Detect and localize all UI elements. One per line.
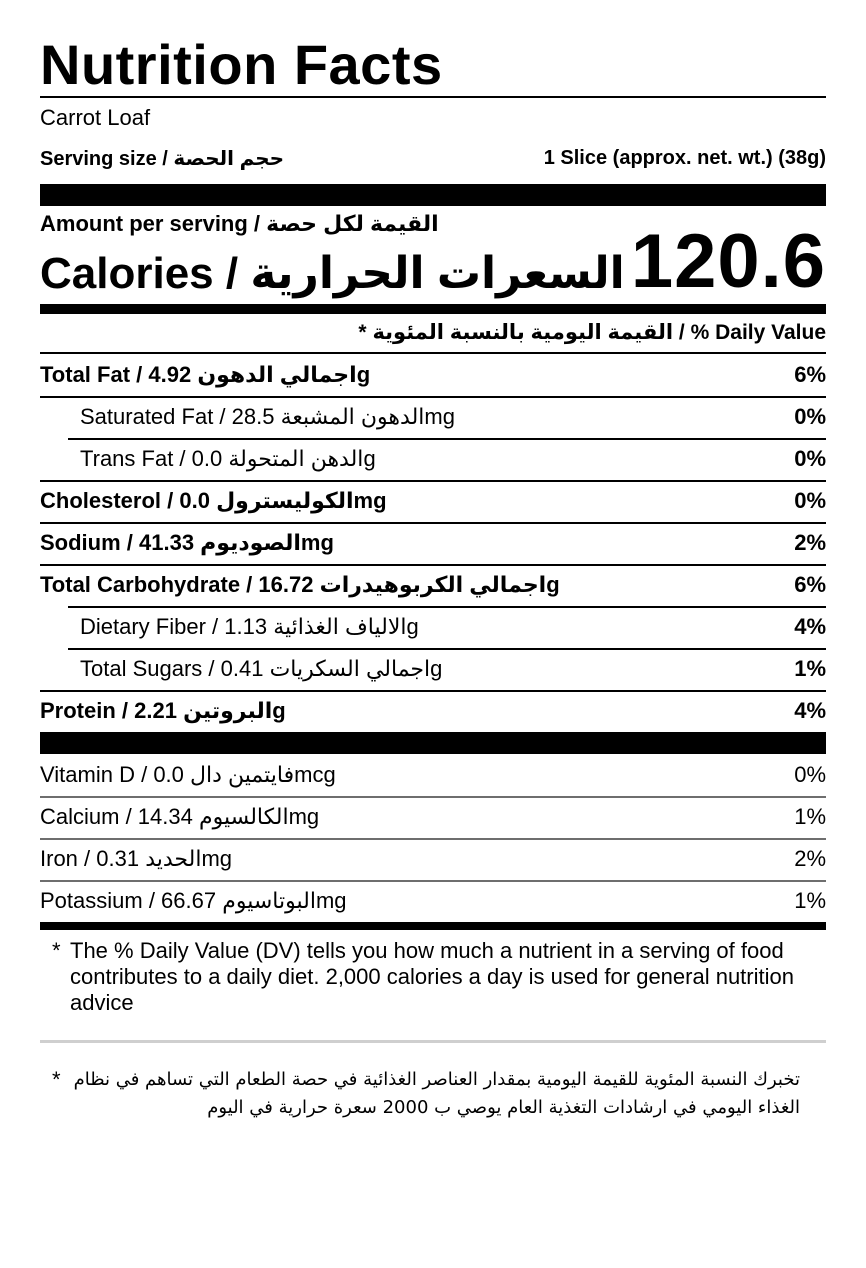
arabic-footnote-star: *	[52, 1067, 61, 1092]
footnote-text: The % Daily Value (DV) tells you how much a nutrient in a serving of food contributes to a daily diet. 2,000 calories a day is used for general nutrition advice	[70, 938, 794, 1015]
nutrient-row-saturated-fat	[40, 396, 826, 438]
arabic-footnote: تخبرك النسبة المئوية للقيمة اليومية بمقدار العناصر الغذائية في حصة الطعام التي تساهم في نظام الغذاء اليومي في ارشادات التغذية العام يوصي ب 2000 سعرة حرارية في اليوم	[73, 1069, 800, 1118]
vitamin-name: Potassium / البوتاسيوم 66.67mg	[40, 888, 347, 913]
nutrient-dv: 4%	[794, 614, 826, 639]
serving-size-row	[40, 143, 826, 173]
vitamin-row-potassium	[40, 880, 826, 922]
nutrient-name: Cholesterol / الكوليسترول 0.0mg	[40, 488, 387, 513]
nutrient-row-cholesterol	[40, 480, 826, 522]
label-title: Nutrition Facts	[40, 33, 443, 96]
calories-row	[40, 219, 826, 304]
vitamin-dv: 1%	[794, 804, 826, 829]
vitamin-dv: 2%	[794, 846, 826, 871]
vitamin-row-calcium	[40, 796, 826, 838]
nutrient-name: Total Fat / اجمالي الدهون 4.92g	[40, 362, 371, 387]
vitamin-row-iron	[40, 838, 826, 880]
serving-size-value: 1 Slice (approx. net. wt.) (38g)	[543, 146, 826, 169]
nutrient-row-total-fat	[40, 354, 826, 396]
nutrient-dv: 0%	[794, 488, 826, 513]
product-name: Carrot Loaf	[40, 105, 151, 130]
nutrient-name: Total Carbohydrate / اجمالي الكربوهيدرات 16.72g	[40, 572, 560, 597]
nutrient-row-protein	[40, 690, 826, 732]
dv-footnote	[52, 938, 826, 1016]
calories-label: Calories / السعرات الحرارية	[40, 249, 625, 298]
calories-value: 120.6	[630, 219, 826, 304]
serving-size-label: Serving size / حجم الحصة	[40, 147, 285, 170]
nutrient-name: Dietary Fiber / الالياف الغذائية 1.13g	[80, 614, 419, 639]
nutrient-row-total-carbohydrate	[40, 564, 826, 606]
footnote-separator	[40, 1040, 826, 1043]
thick-rule-bottom	[40, 922, 826, 930]
nutrient-row-sodium	[40, 522, 826, 564]
nutrient-dv: 4%	[794, 698, 826, 723]
thick-rule-top	[40, 184, 826, 206]
nutrient-dv: 0%	[794, 446, 826, 471]
title-rule	[40, 96, 826, 98]
nutrient-dv: 6%	[794, 572, 826, 597]
vitamin-dv: 0%	[794, 762, 826, 787]
nutrient-name: Trans Fat / الدهن المتحولة 0.0g	[80, 446, 376, 471]
nutrient-dv: 2%	[794, 530, 826, 555]
nutrient-row-total-sugars	[40, 648, 826, 690]
nutrient-name: Saturated Fat / الدهون المشبعة 28.5mg	[80, 404, 455, 429]
daily-value-header: * القيمة اليومية بالنسبة المئوية / % Daily Value	[358, 321, 826, 344]
nutrient-name: Sodium / الصوديوم 41.33mg	[40, 530, 334, 555]
nutrient-name: Protein / البروتين 2.21g	[40, 698, 286, 723]
nutrient-dv: 1%	[794, 656, 826, 681]
amount-per-serving: Amount per serving / القيمة لكل حصة	[40, 211, 439, 236]
footnote-star: *	[52, 938, 61, 963]
vitamin-name: Iron / الحديد 0.31mg	[40, 846, 232, 871]
thick-rule-calories	[40, 304, 826, 314]
nutrient-dv: 6%	[794, 362, 826, 387]
nutrient-row-trans-fat	[40, 438, 826, 480]
thick-rule-vitamins	[40, 732, 826, 754]
nutrient-name: Total Sugars / اجمالي السكريات 0.41g	[80, 656, 443, 681]
vitamin-name: Vitamin D / فايتمين دال 0.0mcg	[40, 762, 336, 787]
vitamin-name: Calcium / الكالسيوم 14.34mg	[40, 804, 320, 829]
vitamin-row-vitamin-d	[40, 754, 826, 796]
nutrient-dv: 0%	[794, 404, 826, 429]
vitamin-dv: 1%	[794, 888, 826, 913]
nutrient-row-dietary-fiber	[40, 606, 826, 648]
